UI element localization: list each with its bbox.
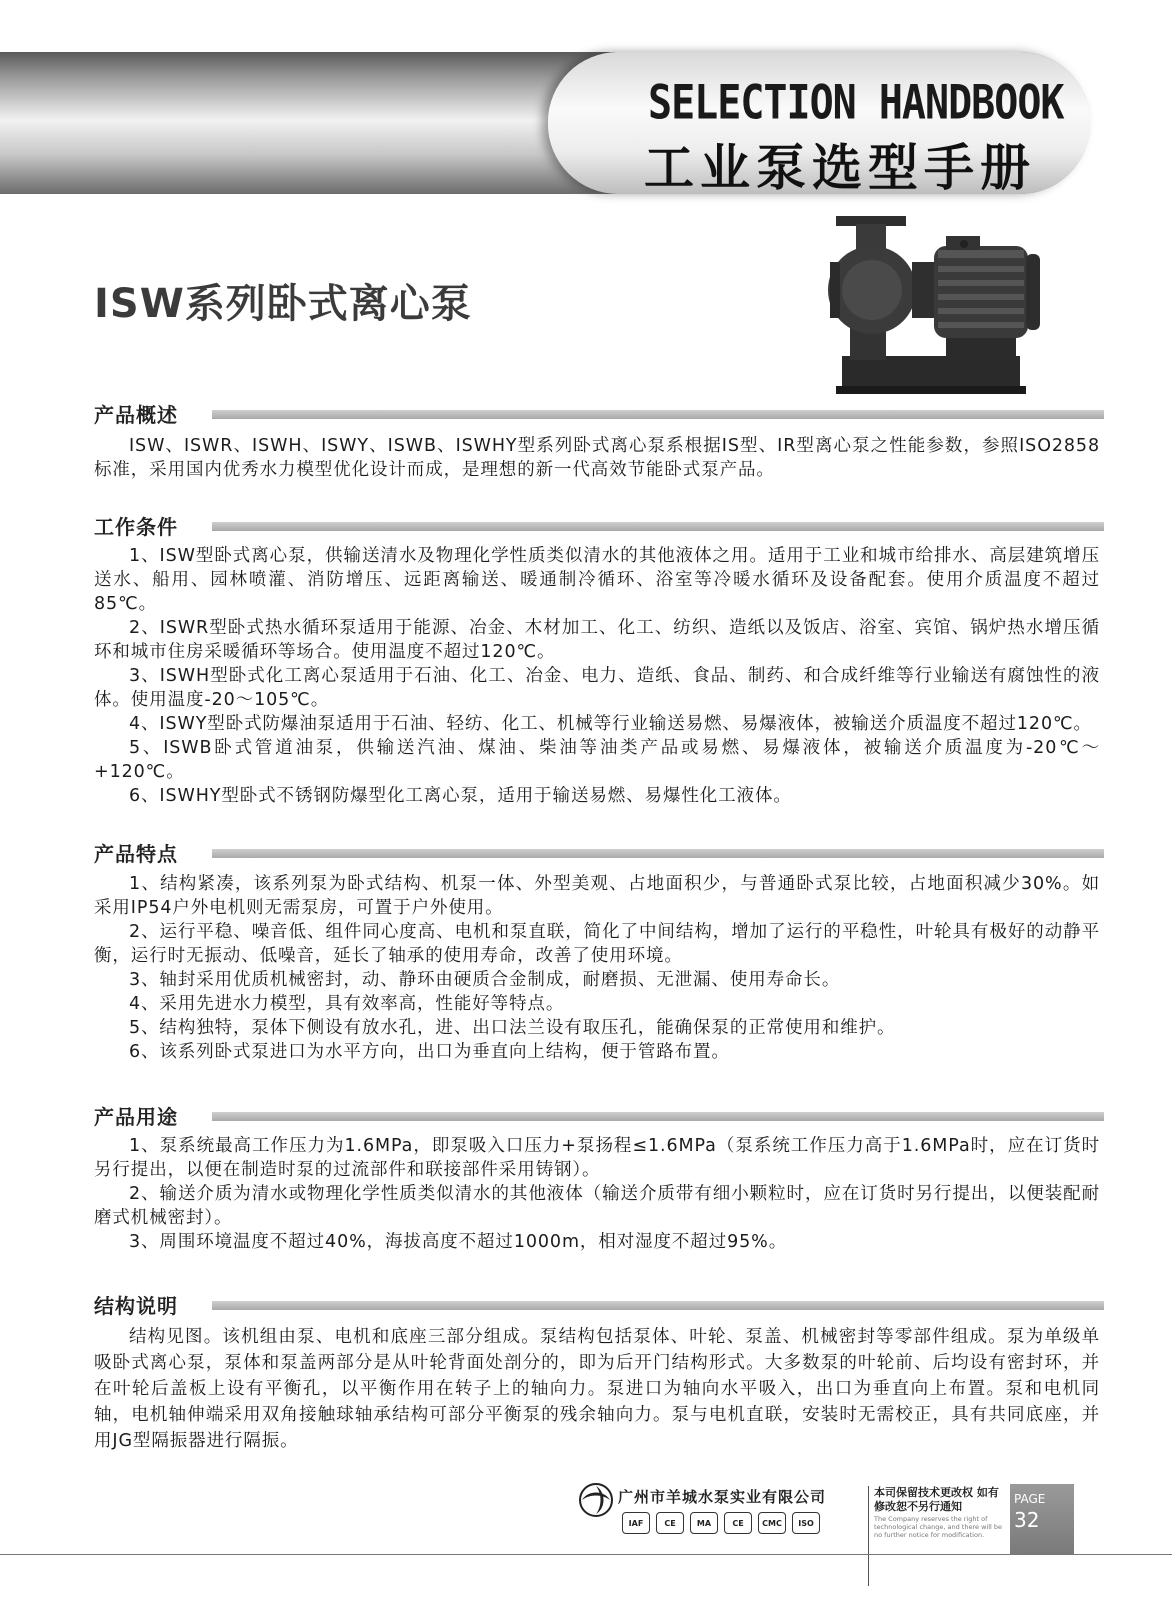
section-rule (212, 522, 1104, 531)
paragraph: 3、周围环境温度不超过40%，海拔高度不超过1000m，相对湿度不超过95%。 (129, 1232, 788, 1252)
page-label: PAGE (1014, 1492, 1046, 1506)
paragraph: 6、该系列卧式泵进口为水平方向，出口为垂直向上结构，便于管路布置。 (129, 1042, 730, 1062)
paragraph: 4、采用先进水力模型，具有效率高，性能好等特点。 (129, 994, 565, 1014)
section-rule (212, 1301, 1104, 1310)
section-rule (212, 849, 1104, 858)
paragraph: 2、运行平稳、噪音低、组件同心度高、电机和泵直联，简化了中间结构，增加了运行的平稳性，叶轮具有极好的动静平衡，运行时无振动、低噪音，延长了轴承的使用寿命，改善了使用环境。 (94, 922, 1100, 966)
section-header-structure (94, 1290, 1104, 1320)
company-logo-icon (578, 1482, 614, 1518)
section-body-applications (94, 1134, 1100, 1254)
paragraph: 2、输送介质为清水或物理化学性质类似清水的其他液体（输送介质带有细小颗粒时，应在订货时另行提出，以便装配耐磨式机械密封）。 (94, 1184, 1100, 1228)
rights-notice-cn: 本司保留技术更改权 如有修改恕不另行通知 (874, 1486, 999, 1513)
section-title: 产品特点 (94, 842, 178, 866)
paragraph: 5、结构独特，泵体下侧设有放水孔，进、出口法兰设有取压孔，能确保泵的正常使用和维护。 (129, 1018, 896, 1038)
paragraph: 1、结构紧凑，该系列泵为卧式结构、机泵一体、外型美观、占地面积少，与普通卧式泵比较，占地面积减少30%。如采用IP54户外电机则无需泵房，可置于户外使用。 (94, 874, 1100, 918)
paragraph: 6、ISWHY型卧式不锈钢防爆型化工离心泵，适用于输送易燃、易爆性化工液体。 (129, 786, 792, 806)
cert-logo-icon: CE (656, 1512, 684, 1534)
section-title: 工作条件 (94, 515, 178, 539)
section-title: 产品用途 (94, 1105, 178, 1129)
section-header-overview (94, 399, 1104, 429)
cert-logo-icon: ISO (792, 1512, 820, 1534)
paragraph: 1、泵系统最高工作压力为1.6MPa，即泵吸入口压力+泵扬程≤1.6MPa（泵系统工作压力高于1.6MPa时，应在订货时另行提出，以便在制造时泵的过流部件和联接部件采用铸钢）。 (94, 1136, 1100, 1180)
handbook-title-cn: 工业泵选型手册 (644, 139, 1036, 197)
section-body-features (94, 872, 1100, 1064)
footer-divider (868, 1486, 869, 1586)
paragraph: 5、ISWB卧式管道油泵，供输送汽油、煤油、柴油等油类产品或易燃、易爆液体，被输送介质温度为-20℃～+120℃。 (94, 738, 1100, 782)
cert-logo-icon: MA (690, 1512, 718, 1534)
pump-image (826, 210, 1046, 400)
section-header-features (94, 838, 1104, 868)
page-number: 32 (1014, 1508, 1040, 1532)
certification-logos (622, 1508, 862, 1538)
cert-logo-icon: CE (724, 1512, 752, 1534)
section-title: 产品概述 (94, 403, 178, 427)
rights-notice-en: The Company reserves the right of technological change, and there will be no further notice for modification. (874, 1515, 1003, 1539)
section-body-working-conditions (94, 544, 1100, 808)
handbook-title-en: SELECTION HANDBOOK (648, 76, 1064, 131)
paragraph: 4、ISWY型卧式防爆油泵适用于石油、轻纺、化工、机械等行业输送易燃、易爆液体，被输送介质温度不超过120℃。 (129, 714, 1092, 734)
paragraph: 2、ISWR型卧式热水循环泵适用于能源、冶金、木材加工、化工、纺织、造纸以及饭店、浴室、宾馆、锅炉热水增压循环和城市住房采暖循环等场合。使用温度不超过120℃。 (94, 618, 1100, 662)
bottom-rule (0, 1554, 1172, 1555)
cert-logo-icon: CMC (758, 1512, 786, 1534)
section-header-applications (94, 1101, 1104, 1131)
section-header-working-conditions (94, 511, 1104, 541)
section-title: 结构说明 (94, 1294, 178, 1318)
section-body-structure (94, 1324, 1100, 1454)
page-number-box (1010, 1484, 1074, 1554)
paragraph: 3、ISWH型卧式化工离心泵适用于石油、化工、冶金、电力、造纸、食品、制药、和合成纤维等行业输送有腐蚀性的液体。使用温度-20～105℃。 (94, 666, 1100, 710)
paragraph: 3、轴封采用优质机械密封，动、静环由硬质合金制成，耐磨损、无泄漏、使用寿命长。 (129, 970, 841, 990)
section-body-overview (94, 434, 1100, 482)
paragraph: ISW、ISWR、ISWH、ISWY、ISWB、ISWHY型系列卧式离心泵系根据IS型、IR型离心泵之性能参数，参照ISO2858标准，采用国内优秀水力模型优化设计而成，是理想的新一代高效节能卧式泵产品。 (94, 436, 1100, 480)
company-name: 广州市羊城水泵实业有限公司 (618, 1488, 827, 1506)
paragraph: 结构见图。该机组由泵、电机和底座三部分组成。泵结构包括泵体、叶轮、泵盖、机械密封等零部件组成。泵为单级单吸卧式离心泵，泵体和泵盖两部分是从叶轮背面处剖分的，即为后开门结构形式。大多数泵的叶轮前、后均设有密封环，并在叶轮后盖板上设有平衡孔，以平衡作用在转子上的轴向力。泵进口为轴向水平吸入，出口为垂直向上布置。泵和电机同轴，电机轴伸端采用双角接触球轴承结构可部分平衡泵的残余轴向力。泵与电机直联，安装时无需校正，具有共同底座，并用JG型隔振器进行隔振。 (94, 1327, 1100, 1451)
product-title: ISW系列卧式离心泵 (94, 281, 472, 327)
section-rule (212, 1112, 1104, 1121)
cert-logo-icon: IAF (622, 1512, 650, 1534)
paragraph: 1、ISW型卧式离心泵，供输送清水及物理化学性质类似清水的其他液体之用。适用于工业和城市给排水、高层建筑增压送水、船用、园林喷灌、消防增压、远距离输送、暖通制冷循环、浴室等冷暖水循环及设备配套。使用介质温度不超过85℃。 (94, 546, 1100, 614)
section-rule (212, 410, 1104, 419)
